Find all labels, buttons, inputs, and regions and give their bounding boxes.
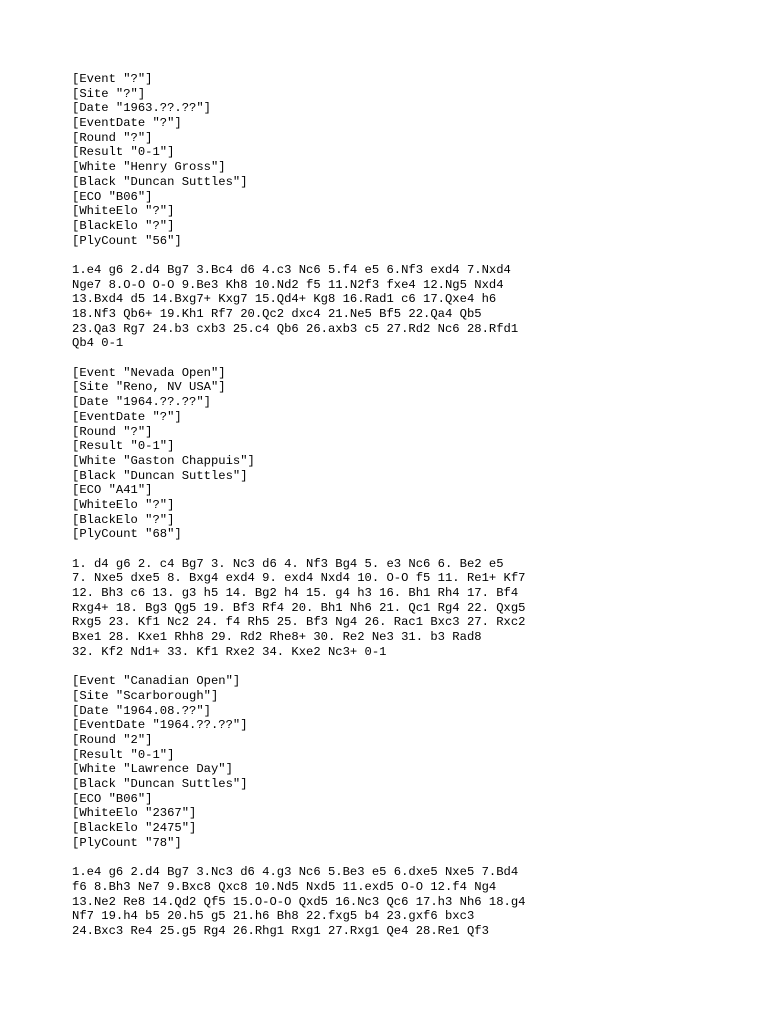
game-headers (72, 72, 732, 248)
header-eco: [ECO "B06"] (72, 791, 153, 806)
moves-line: 13.Bxd4 d5 14.Bxg7+ Kxg7 15.Qd4+ Kg8 16.Rad1 c6 17.Qxe4 h6 (72, 292, 497, 307)
header-blackelo: [BlackElo "?"] (72, 512, 175, 527)
header-plycount: [PlyCount "78"] (72, 835, 182, 850)
moves-line: Nf7 19.h4 b5 20.h5 g5 21.h6 Bh8 22.fxg5 b4 23.gxf6 bxc3 (72, 909, 475, 924)
game-headers (72, 366, 732, 542)
game-record-2 (72, 366, 732, 660)
header-event: [Event "?"] (72, 72, 153, 86)
header-white: [White "Gaston Chappuis"] (72, 453, 255, 468)
header-result: [Result "0-1"] (72, 145, 175, 160)
header-eco: [ECO "A41"] (72, 483, 153, 498)
header-result: [Result "0-1"] (72, 747, 175, 762)
header-eventdate: [EventDate "?"] (72, 116, 182, 131)
moves-line: Rxg4+ 18. Bg3 Qg5 19. Bf3 Rf4 20. Bh1 Nh6 21. Qc1 Rg4 22. Qxg5 (72, 600, 526, 615)
header-round: [Round "?"] (72, 130, 153, 145)
moves-line: 23.Qa3 Rg7 24.b3 cxb3 25.c4 Qb6 26.axb3 c5 27.Rd2 Nc6 28.Rfd1 (72, 321, 519, 336)
pgn-document (72, 72, 732, 939)
header-white: [White "Lawrence Day"] (72, 762, 233, 777)
header-eco: [ECO "B06"] (72, 189, 153, 204)
header-whiteelo: [WhiteElo "?"] (72, 204, 175, 219)
moves-line: 13.Ne2 Re8 14.Qd2 Qf5 15.O-O-O Qxd5 16.Nc3 Qc6 17.h3 Nh6 18.g4 (72, 894, 526, 909)
header-black: [Black "Duncan Suttles"] (72, 174, 248, 189)
header-round: [Round "2"] (72, 732, 153, 747)
header-site: [Site "Scarborough"] (72, 688, 219, 703)
moves-line: 32. Kf2 Nd1+ 33. Kf1 Rxe2 34. Kxe2 Nc3+ 0-1 (72, 644, 387, 659)
moves-line: 18.Nf3 Qb6+ 19.Kh1 Rf7 20.Qc2 dxc4 21.Ne5 Bf5 22.Qa4 Qb5 (72, 307, 482, 321)
header-date: [Date "1963.??.??"] (72, 101, 211, 116)
header-event: [Event "Nevada Open"] (72, 365, 226, 380)
moves-line: 12. Bh3 c6 13. g3 h5 14. Bg2 h4 15. g4 h3 16. Bh1 Rh4 17. Bf4 (72, 586, 519, 601)
moves-line: 1.e4 g6 2.d4 Bg7 3.Bc4 d6 4.c3 Nc6 5.f4 e5 6.Nf3 exd4 7.Nxd4 (72, 262, 511, 277)
header-whiteelo: [WhiteElo "2367"] (72, 806, 197, 821)
header-round: [Round "?"] (72, 424, 153, 439)
header-eventdate: [EventDate "?"] (72, 409, 182, 424)
header-black: [Black "Duncan Suttles"] (72, 777, 248, 791)
header-site: [Site "Reno, NV USA"] (72, 380, 226, 395)
moves-line: Bxe1 28. Kxe1 Rhh8 29. Rd2 Rhe8+ 30. Re2 Ne3 31. b3 Rad8 (72, 630, 482, 645)
moves-line: 1. d4 g6 2. c4 Bg7 3. Nc3 d6 4. Nf3 Bg4 5. e3 Nc6 6. Be2 e5 (72, 556, 504, 571)
header-event: [Event "Canadian Open"] (72, 674, 241, 689)
header-whiteelo: [WhiteElo "?"] (72, 497, 175, 512)
moves-line: Nge7 8.O-O O-O 9.Be3 Kh8 10.Nd2 f5 11.N2f3 fxe4 12.Ng5 Nxd4 (72, 277, 504, 292)
moves-line: Qb4 0-1 (72, 336, 124, 351)
moves-line: 1.e4 g6 2.d4 Bg7 3.Nc3 d6 4.g3 Nc6 5.Be3 e5 6.dxe5 Nxe5 7.Bd4 (72, 865, 519, 880)
header-eventdate: [EventDate "1964.??.??"] (72, 718, 248, 733)
header-plycount: [PlyCount "56"] (72, 233, 182, 248)
game-moves (72, 263, 732, 351)
game-moves (72, 557, 732, 660)
header-site: [Site "?"] (72, 86, 146, 101)
game-record-3 (72, 674, 732, 938)
game-headers (72, 674, 732, 850)
moves-line: f6 8.Bh3 Ne7 9.Bxc8 Qxc8 10.Nd5 Nxd5 11.exd5 O-O 12.f4 Ng4 (72, 879, 497, 894)
moves-line: 7. Nxe5 dxe5 8. Bxg4 exd4 9. exd4 Nxd4 10. O-O f5 11. Re1+ Kf7 (72, 571, 526, 586)
game-moves (72, 865, 732, 938)
header-blackelo: [BlackElo "2475"] (72, 821, 197, 836)
game-record-1 (72, 72, 732, 351)
header-result: [Result "0-1"] (72, 439, 175, 454)
moves-line: Rxg5 23. Kf1 Nc2 24. f4 Rh5 25. Bf3 Ng4 26. Rac1 Bxc3 27. Rxc2 (72, 615, 526, 630)
header-white: [White "Henry Gross"] (72, 160, 226, 175)
header-blackelo: [BlackElo "?"] (72, 218, 175, 233)
header-date: [Date "1964.08.??"] (72, 703, 211, 718)
moves-line: 24.Bxc3 Re4 25.g5 Rg4 26.Rhg1 Rxg1 27.Rxg1 Qe4 28.Re1 Qf3 (72, 923, 489, 938)
header-date: [Date "1964.??.??"] (72, 395, 211, 410)
header-black: [Black "Duncan Suttles"] (72, 468, 248, 483)
header-plycount: [PlyCount "68"] (72, 527, 182, 542)
